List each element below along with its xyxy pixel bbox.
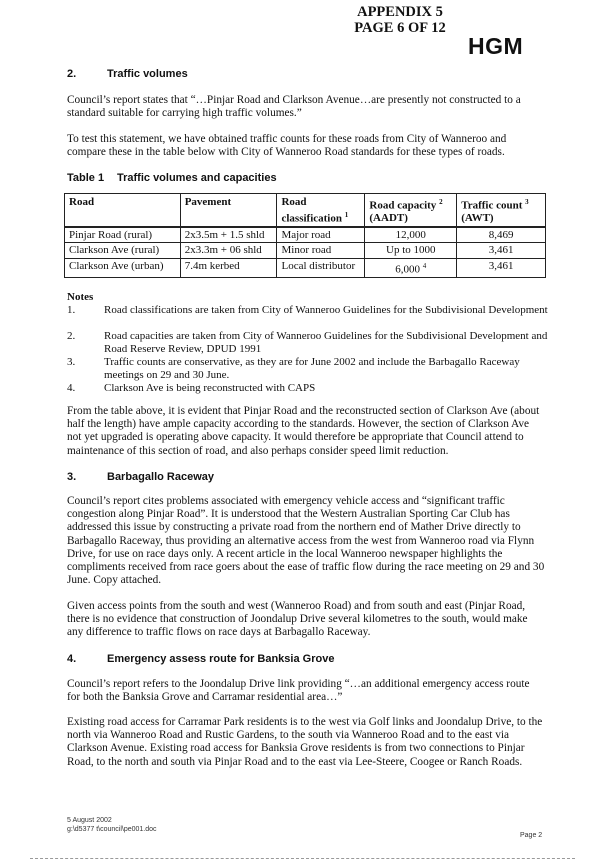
section-number: 4. xyxy=(67,653,77,665)
note-text: Traffic counts are conservative, as they are for June 2002 and include the Barbagallo Raceway meetings on 29 and 30 June. xyxy=(104,356,520,381)
cell-count: 3,461 xyxy=(457,243,546,259)
note-text: Road classifications are taken from City of Wanneroo Guidelines for the Subdivisional Development xyxy=(104,304,548,316)
cell-road: Clarkson Ave (rural) xyxy=(65,243,181,259)
note-text: Clarkson Ave is being reconstructed with CAPS xyxy=(104,382,316,394)
note-number: 2. xyxy=(67,330,76,342)
table-row xyxy=(65,258,546,277)
header-road: Road xyxy=(65,194,181,227)
section-4-paragraph-1: Council’s report refers to the Joondalup Drive link providing “…an additional emergency access route for both the Banksia Grove and Carramar residential area…” xyxy=(67,678,530,704)
header-count: Traffic count $^3$ (AWT) xyxy=(457,194,546,227)
table-header-row xyxy=(65,194,546,227)
table-label: Table 1 xyxy=(67,172,105,184)
section-title: Barbagallo Raceway xyxy=(107,471,214,483)
header-classification: Road classification $^1$ xyxy=(277,194,365,227)
footer-date: 5 August 2002 xyxy=(67,817,112,824)
cell-classification: Minor road xyxy=(277,243,365,259)
page-indicator: PAGE 6 OF 12 xyxy=(354,20,446,36)
section-4-paragraph-2: Existing road access for Carramar Park residents is to the west via Golf links and Joondalup Drive, to the north via Wanneroo Road and Rustic Gardens, to the south via Wanneroo Road and to the east via Clarkson Avenue. Existing road access for Banksia Grove residents is from two connections to Pinjar Road, to the north and south via Pinjar Road and to the east via Lee-Steere, Coogee or Ranch Roads. xyxy=(67,716,543,768)
section-3-paragraph-1: Council’s report cites problems associated with emergency vehicle access and “significant traffic congestion along Pinjar Road”. It is understood that the Western Australian Sporting Car Club has addressed this issue by constructing a private road from the northern end of Mather Drive directly to Barbagallo Raceway, thus providing an alternative access from the west from Wanneroo road via Flynn Drive, for use on race days only. A recent article in the local Wanneroo newspaper highlights the compliments received from race goers about the ease of traffic flow during the race meeting on 29 and 30 June. Copy attached. xyxy=(67,495,545,587)
cell-road: Pinjar Road (rural) xyxy=(65,227,181,243)
notes-title: Notes xyxy=(67,291,94,303)
table-row xyxy=(65,243,546,259)
conclusion-paragraph: From the table above, it is evident that Pinjar Road and the reconstructed section of Clarkson Ave (about half the length) have ample capacity according to the standards. However, the section of Clarkson Ave not yet upgraded is operating above capacity. It would therefore be appropriate that Council attend to maintenance of this section of road, and also perhaps consider speed limit reduction. xyxy=(67,405,540,457)
section-3-heading xyxy=(67,471,214,483)
section-2-paragraph-2: To test this statement, we have obtained traffic counts for these roads from City of Wanneroo and compare these in the table below with City of Wanneroo Road standards for these types of roads. xyxy=(67,133,507,159)
cell-count: 8,469 xyxy=(457,227,546,243)
note-text: Road capacities are taken from City of Wanneroo Guidelines for the Subdivisional Development and Road Reserve Review, DPUD 1991 xyxy=(104,330,548,355)
footer-page-number: Page 2 xyxy=(520,832,543,839)
section-3-paragraph-2: Given access points from the south and west (Wanneroo Road) and from south and east (Pinjar Road, there is no evidence that construction of Joondalup Drive several kilometres to the south, would make any difference to traffic flows on race days at Barbagallo Raceway. xyxy=(67,600,528,639)
hgm-logo: HGM xyxy=(468,33,524,59)
cell-road: Clarkson Ave (urban) xyxy=(65,258,181,277)
note-number: 4. xyxy=(67,382,76,394)
appendix-label xyxy=(345,4,455,36)
cell-pavement: 7.4m kerbed xyxy=(180,258,277,277)
header-capacity: Road capacity $^2$ (AADT) xyxy=(365,194,457,227)
note-number: 3. xyxy=(67,356,76,368)
cell-pavement: 2x3.5m + 1.5 shld xyxy=(180,227,277,243)
table-title: Traffic volumes and capacities xyxy=(117,172,277,184)
cell-classification: Major road xyxy=(277,227,365,243)
table-caption xyxy=(67,172,277,184)
footer-file-path: g:\d5377 t\council\pe001.doc xyxy=(67,826,157,833)
header-pavement: Pavement xyxy=(180,194,277,227)
section-2-paragraph-1: Council’s report states that “…Pinjar Road and Clarkson Avenue…are presently not constructed to a standard suitable for carrying high traffic volumes.” xyxy=(67,94,521,120)
note-number: 1. xyxy=(67,304,76,316)
cell-classification: Local distributor xyxy=(277,258,365,277)
table-row xyxy=(65,227,546,243)
cell-capacity: 12,000 xyxy=(365,227,457,243)
section-4-heading xyxy=(67,653,334,665)
cell-capacity: 6,000 $^4$ xyxy=(365,258,457,277)
traffic-table xyxy=(64,193,546,278)
section-2-heading xyxy=(67,68,188,80)
section-title: Traffic volumes xyxy=(107,68,188,80)
footer-divider xyxy=(30,858,575,859)
cell-count: 3,461 xyxy=(457,258,546,277)
section-title: Emergency assess route for Banksia Grove xyxy=(107,653,335,665)
section-number: 2. xyxy=(67,68,77,80)
cell-capacity: Up to 1000 xyxy=(365,243,457,259)
section-number: 3. xyxy=(67,471,77,483)
appendix-title: APPENDIX 5 xyxy=(357,4,443,20)
notes-block xyxy=(67,291,549,401)
cell-pavement: 2x3.3m + 06 shld xyxy=(180,243,277,259)
